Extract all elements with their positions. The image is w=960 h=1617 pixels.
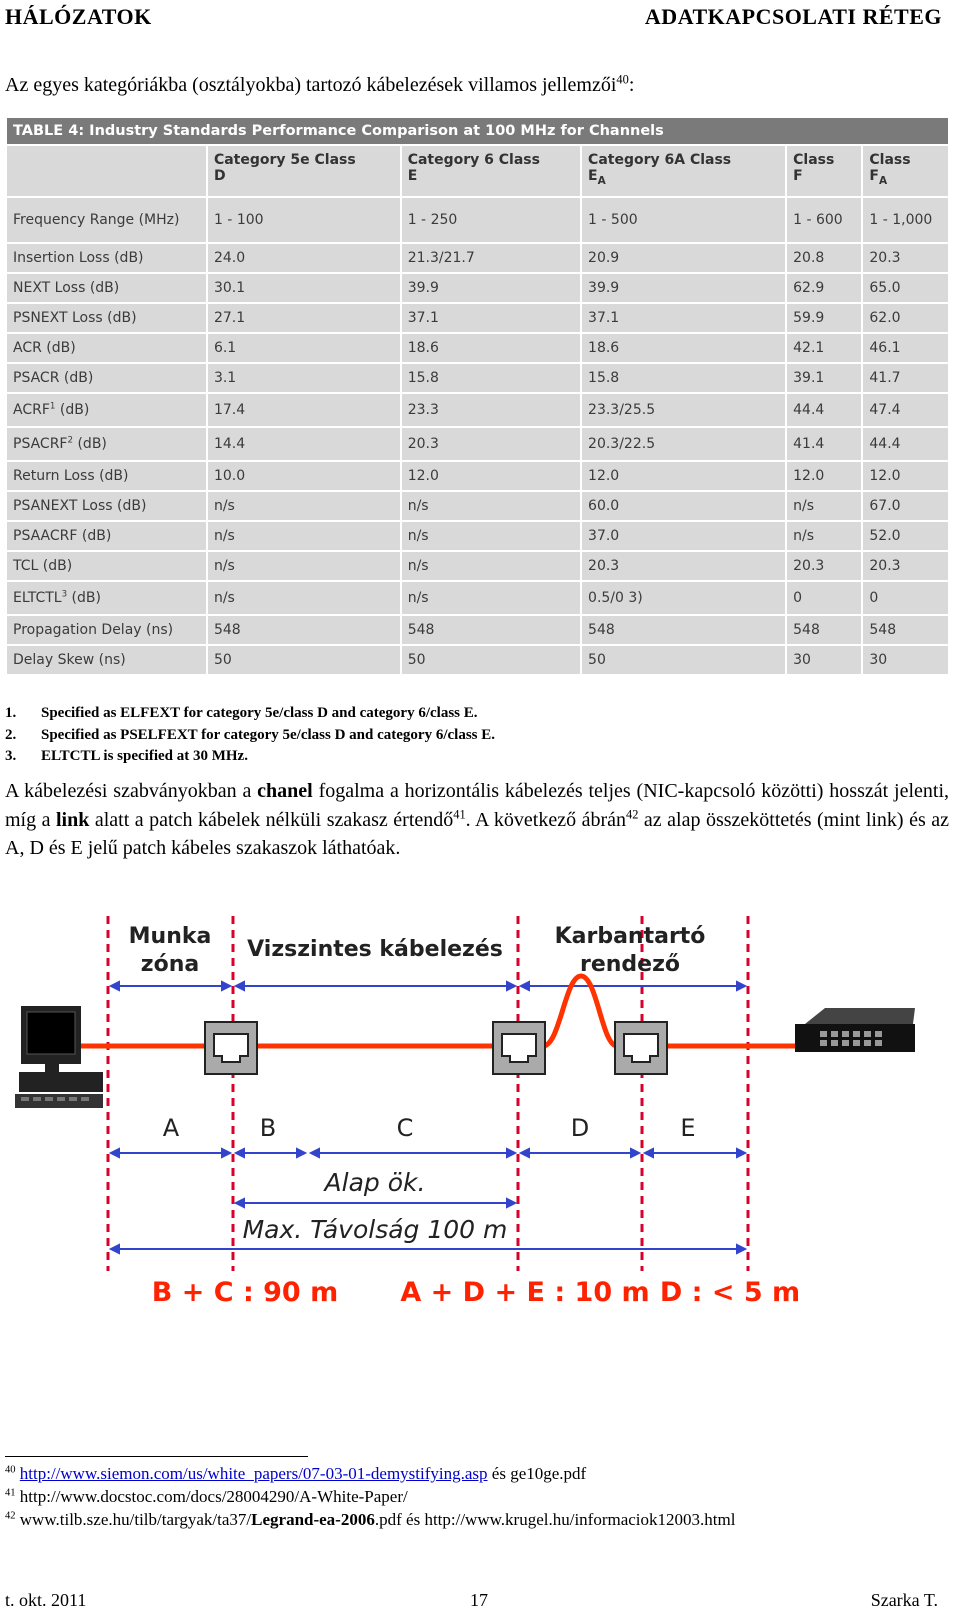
footnote-tail: és ge10ge.pdf	[487, 1464, 587, 1483]
column-class-letter: E	[588, 168, 598, 184]
footnote-number: 41	[5, 1487, 16, 1499]
column-header	[786, 145, 862, 197]
table-row	[6, 197, 949, 243]
column-header-line1: Category 6 Class	[407, 152, 540, 168]
table-cell: 47.4	[862, 393, 949, 427]
table-cell: 10.0	[207, 461, 401, 491]
table-cell: n/s	[207, 551, 401, 581]
table-cell: 17.4	[207, 393, 401, 427]
table-cell: 1 - 500	[581, 197, 786, 243]
segment-arrows	[111, 1149, 745, 1157]
table-cell: 15.8	[581, 363, 786, 393]
row-label	[6, 393, 207, 427]
column-class-letter: F	[793, 168, 803, 184]
column-class-subscript: A	[597, 174, 606, 187]
row-label	[6, 303, 207, 333]
row-label-text: Delay Skew (ns)	[13, 652, 126, 668]
outlet-jack-2	[493, 1022, 545, 1074]
table-cell: 1 - 250	[401, 197, 581, 243]
table-cell: 0.5/0 3)	[581, 581, 786, 615]
label-munka: Munka	[128, 924, 212, 949]
row-label-text: ACR (dB)	[13, 340, 76, 356]
footnote-link[interactable]: http://www.siemon.com/us/white_papers/07-03-01-demystifying.asp	[19, 1464, 488, 1483]
table-cell: 20.3	[862, 551, 949, 581]
column-header	[207, 145, 401, 197]
row-label-text: NEXT Loss (dB)	[13, 280, 120, 296]
table-cell: 12.0	[581, 461, 786, 491]
footer-author: Szarka T.	[870, 1590, 938, 1610]
table-cell: 62.0	[862, 303, 949, 333]
label-zona: zóna	[140, 952, 200, 977]
table-cell: 0	[862, 581, 949, 615]
row-label-text: Return Loss (dB)	[13, 468, 129, 484]
table-cell: 15.8	[401, 363, 581, 393]
row-label	[6, 615, 207, 645]
table-cell: 65.0	[862, 273, 949, 303]
table-cell: 23.3	[401, 393, 581, 427]
standards-table	[5, 116, 950, 676]
table-row	[6, 645, 949, 675]
row-label	[6, 243, 207, 273]
footnote-41	[5, 1485, 735, 1508]
footer-page-number: 17	[470, 1590, 488, 1610]
computer-icon	[15, 1006, 103, 1108]
row-label	[6, 551, 207, 581]
column-header	[581, 145, 786, 197]
table-cell: 67.0	[862, 491, 949, 521]
row-label-text: PSANEXT Loss (dB)	[13, 498, 147, 514]
table-cell: 18.6	[401, 333, 581, 363]
table-row	[6, 461, 949, 491]
row-label	[6, 333, 207, 363]
row-label-unit: (dB)	[67, 590, 101, 606]
table-cell: 1 - 1,000	[862, 197, 949, 243]
table-row	[6, 303, 949, 333]
footnote-text-ext: .pdf	[374, 1510, 402, 1529]
table-corner	[6, 145, 207, 197]
table-cell: 50	[207, 645, 401, 675]
table-cell: n/s	[786, 491, 862, 521]
table-cell: 12.0	[401, 461, 581, 491]
table-notes	[5, 703, 495, 768]
label-rendezo: rendező	[579, 952, 681, 977]
table-cell: 44.4	[862, 427, 949, 461]
table-row	[6, 581, 949, 615]
rule-a-d-e: A + D + E : 10 m	[400, 1277, 650, 1308]
segment-b: B	[259, 1114, 277, 1142]
para-text-1: A kábelezési szabványokban a	[5, 780, 258, 802]
intro-text	[5, 74, 634, 97]
row-label-text: PSNEXT Loss (dB)	[13, 310, 137, 326]
table-row	[6, 427, 949, 461]
intro-sentence: Az egyes kategóriákba (osztályokba) tartozó kábelezések villamos jellemzői	[5, 74, 617, 96]
table-cell: 50	[401, 645, 581, 675]
top-arrows	[111, 982, 745, 990]
para-text-5: az alap összeköttetés (mint link) és az A, D és E jelű patch kábeles szakaszok láthatóak.	[5, 808, 950, 860]
row-label-text: Propagation Delay (ns)	[13, 622, 174, 638]
basic-link-arrow	[236, 1199, 515, 1207]
table-cell: 20.9	[581, 243, 786, 273]
table-cell: 39.9	[581, 273, 786, 303]
table-cell: 548	[862, 615, 949, 645]
footnote-40	[5, 1462, 735, 1485]
table-cell: 59.9	[786, 303, 862, 333]
row-label-text: Frequency Range (MHz)	[13, 212, 180, 228]
table-cell: 37.0	[581, 521, 786, 551]
footnote-ref-41: 41	[453, 806, 466, 821]
table-cell: 548	[401, 615, 581, 645]
column-class-letter: D	[213, 168, 226, 184]
column-class-letter: E	[407, 168, 418, 184]
table-cell: 1 - 600	[786, 197, 862, 243]
table-cell: 548	[581, 615, 786, 645]
table-cell: n/s	[401, 551, 581, 581]
row-label	[6, 491, 207, 521]
note-text: ELTCTL is specified at 30 MHz.	[41, 748, 248, 764]
table-cell: 3.1	[207, 363, 401, 393]
para-text-4: . A következő ábrán	[465, 808, 626, 831]
row-label-text: ELTCTL	[13, 590, 62, 606]
table-cell: 21.3/21.7	[401, 243, 581, 273]
table-cell: 20.3	[581, 551, 786, 581]
table-cell: 20.3	[786, 551, 862, 581]
label-vizszintes: Vizszintes kábelezés	[247, 937, 503, 962]
table-row	[6, 393, 949, 427]
rule-d: D : < 5 m	[659, 1277, 801, 1308]
footnote-ref-40: 40	[616, 72, 629, 87]
footnotes	[5, 1462, 735, 1531]
table-cell: 12.0	[786, 461, 862, 491]
note-number: 1.	[5, 705, 17, 721]
row-label	[6, 645, 207, 675]
table-row	[6, 521, 949, 551]
table-row	[6, 243, 949, 273]
table-cell: n/s	[207, 521, 401, 551]
table-note	[5, 703, 495, 725]
table-note	[5, 746, 495, 768]
row-label-text: Insertion Loss (dB)	[13, 250, 144, 266]
table-cell: n/s	[401, 521, 581, 551]
footnote-bold: Legrand-ea-2006	[251, 1510, 375, 1529]
max-distance-label: Max. Távolság 100 m	[242, 1215, 508, 1244]
footnote-ref-42: 42	[626, 806, 639, 821]
column-header-line1: Class	[869, 152, 911, 168]
row-label-note-ref: 2	[67, 435, 74, 446]
row-label	[6, 363, 207, 393]
table-cell: 60.0	[581, 491, 786, 521]
row-label	[6, 427, 207, 461]
row-label-unit: (dB)	[55, 402, 90, 418]
table-cell: 30	[786, 645, 862, 675]
table-row	[6, 363, 949, 393]
cabling-diagram	[5, 916, 949, 1336]
table-cell: n/s	[786, 521, 862, 551]
column-header-line1: Category 6A Class	[588, 152, 732, 168]
footer-date: t. okt. 2011	[5, 1590, 87, 1610]
table-cell: 52.0	[862, 521, 949, 551]
column-header-line2	[869, 168, 948, 187]
body-paragraph	[5, 777, 949, 863]
row-label	[6, 461, 207, 491]
table-cell: 44.4	[786, 393, 862, 427]
table-cell: 20.3	[862, 243, 949, 273]
table-cell: 39.1	[786, 363, 862, 393]
table-cell: 42.1	[786, 333, 862, 363]
outlet-jack-1	[205, 1022, 257, 1074]
table-cell: 41.4	[786, 427, 862, 461]
row-label-text: PSAACRF (dB)	[13, 528, 112, 544]
table-cell: 18.6	[581, 333, 786, 363]
footnote-text: www.tilb.sze.hu/tilb/targyak/ta37/	[19, 1510, 252, 1529]
table-cell: n/s	[207, 581, 401, 615]
table-note	[5, 725, 495, 747]
label-karbantarto: Karbantartó	[554, 924, 706, 949]
header-section: ADATKAPCSOLATI RÉTEG	[644, 4, 942, 29]
column-header	[401, 145, 581, 197]
footnote-tail: és http://www.krugel.hu/informaciok12003.html	[401, 1510, 736, 1529]
row-label-text: PSACR (dB)	[13, 370, 94, 386]
table-cell: 50	[581, 645, 786, 675]
column-header-line2	[793, 168, 861, 184]
para-term-chanel: chanel	[257, 780, 313, 802]
table-cell: 30	[862, 645, 949, 675]
column-header-line2	[408, 168, 580, 184]
footnote-number: 42	[5, 1510, 16, 1522]
outlet-jack-3	[615, 1022, 667, 1074]
footnote-number: 40	[5, 1464, 16, 1476]
table-cell: n/s	[401, 491, 581, 521]
footnote-42	[5, 1508, 735, 1531]
table-cell: n/s	[207, 491, 401, 521]
row-label-unit: (dB)	[73, 436, 107, 452]
table-cell: 30.1	[207, 273, 401, 303]
table-cell: 37.1	[401, 303, 581, 333]
row-label	[6, 581, 207, 615]
table-cell: 1 - 100	[207, 197, 401, 243]
table-row	[6, 273, 949, 303]
footnote-text: http://www.docstoc.com/docs/28004290/A-White-Paper/	[19, 1487, 408, 1506]
table-cell: 41.7	[862, 363, 949, 393]
footnote-divider	[5, 1456, 308, 1457]
max-distance-arrow	[111, 1245, 745, 1253]
table-cell: 20.3	[401, 427, 581, 461]
segment-d: D	[570, 1114, 590, 1142]
table-row	[6, 615, 949, 645]
row-label-text: TCL (dB)	[13, 558, 73, 574]
table-row	[6, 551, 949, 581]
note-text: Specified as PSELFEXT for category 5e/class D and category 6/class E.	[41, 726, 495, 743]
para-text-2: fogalma a horizontális kábelezés teljes (NIC-kapcsoló közötti) hosszát jelenti, míg a	[5, 780, 949, 831]
row-label	[6, 521, 207, 551]
column-header-line1: Class	[793, 152, 835, 168]
row-label-text: PSACRF	[13, 436, 68, 452]
row-label-note-ref: 3	[61, 589, 68, 600]
table-row	[6, 333, 949, 363]
basic-link-label: Alap ök.	[324, 1168, 426, 1197]
note-number: 2.	[5, 726, 17, 743]
table-cell: 46.1	[862, 333, 949, 363]
table-cell: 62.9	[786, 273, 862, 303]
table-cell: 12.0	[862, 461, 949, 491]
table-cell: 548	[786, 615, 862, 645]
segment-a: A	[162, 1114, 180, 1142]
column-class-subscript: A	[878, 174, 888, 187]
table-cell: 14.4	[207, 427, 401, 461]
note-number: 3.	[5, 748, 17, 764]
intro-tail: :	[628, 74, 635, 96]
column-header-line2	[214, 168, 400, 184]
rule-b-plus-c: B + C : 90 m	[151, 1277, 339, 1308]
table-row	[6, 491, 949, 521]
para-term-link: link	[56, 808, 90, 831]
table-cell: 548	[207, 615, 401, 645]
table-cell: 37.1	[581, 303, 786, 333]
table-cell: 20.3/22.5	[581, 427, 786, 461]
column-header	[862, 145, 949, 197]
table-cell: 24.0	[207, 243, 401, 273]
para-text-3: alatt a patch kábelek nélküli szakasz értendő	[89, 808, 454, 831]
column-header-line1: Category 5e Class	[213, 152, 356, 168]
note-text: Specified as ELFEXT for category 5e/class D and category 6/class E.	[41, 705, 478, 721]
table-cell: 39.9	[401, 273, 581, 303]
row-label-text: ACRF	[13, 402, 50, 418]
table-cell: 0	[786, 581, 862, 615]
table-cell: 23.3/25.5	[581, 393, 786, 427]
table-cell: 20.8	[786, 243, 862, 273]
segment-e: E	[680, 1114, 696, 1142]
row-label-note-ref: 1	[49, 401, 56, 412]
column-class-letter: F	[869, 168, 879, 184]
table-cell: 6.1	[207, 333, 401, 363]
network-switch-icon	[795, 1008, 915, 1052]
header-chapter: HÁLÓZATOK	[5, 4, 152, 29]
row-label	[6, 273, 207, 303]
column-header-line2	[588, 168, 785, 187]
table-cell: n/s	[401, 581, 581, 615]
segment-c: C	[396, 1114, 414, 1142]
row-label	[6, 197, 207, 243]
table-title: TABLE 4: Industry Standards Performance Comparison at 100 MHz for Channels	[6, 117, 949, 145]
table-cell: 27.1	[207, 303, 401, 333]
